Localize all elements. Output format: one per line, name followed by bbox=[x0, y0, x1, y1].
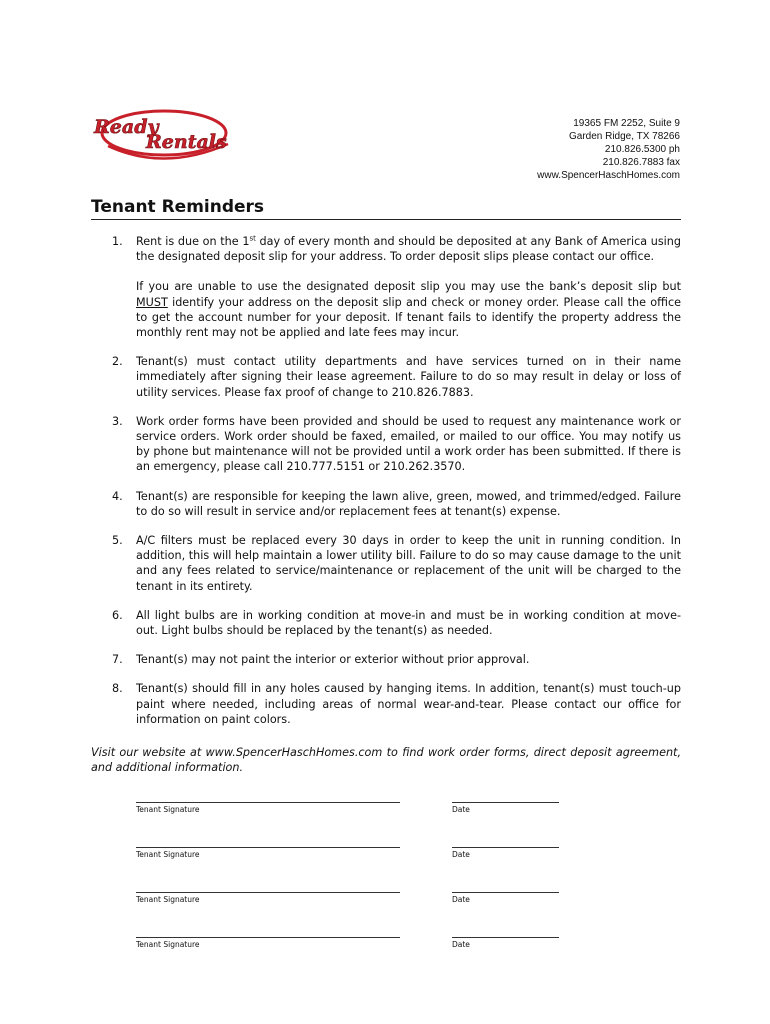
item-text: Rent is due on the 1 bbox=[136, 235, 250, 248]
item-text: Work order forms have been provided and should be used to request any maintenance work or service orders. Work order should be faxed, emailed, or mailed to our office. You may notify us by phone but maintenance will not be provided until a work order has been submitted. If there is an emergency, please call 210.777.5151 or 210.262.3570. bbox=[136, 414, 681, 474]
website-note: Visit our website at www.SpencerHaschHomes.com to find work order forms, direct deposit agreement, and additional information. bbox=[91, 746, 681, 775]
date-label: Date bbox=[452, 805, 470, 814]
item-text: Tenant(s) are responsible for keeping the lawn alive, green, mowed, and trimmed/edged. Failure to do so will result in service and/or replacement fees at tenant(s) expense. bbox=[136, 489, 681, 518]
reminder-item-6 bbox=[91, 608, 681, 638]
address-city: Garden Ridge, TX 78266 bbox=[568, 131, 680, 142]
date-line[interactable] bbox=[452, 847, 559, 848]
item-number: 1. bbox=[112, 235, 123, 248]
item-number: 5. bbox=[112, 534, 123, 548]
item-text: If you are unable to use the designated deposit slip you may use the bank’s deposit slip but bbox=[136, 280, 681, 294]
item-text: Tenant(s) may not paint the interior or exterior without prior approval. bbox=[136, 653, 530, 667]
item-paragraph bbox=[136, 279, 681, 340]
item-text: identify your address on the deposit slip and check or money order. Please call the office to get the account number for your deposit. If tenant fails to identify the property address the monthly rent may not be applied and late fees may incur. bbox=[136, 295, 681, 340]
item-number: 2. bbox=[112, 355, 123, 369]
date-line[interactable] bbox=[452, 892, 559, 893]
reminder-item-1 bbox=[91, 234, 681, 340]
signature-row-1 bbox=[136, 802, 566, 820]
signature-label: Tenant Signature bbox=[136, 940, 200, 949]
reminder-item-3 bbox=[91, 414, 681, 475]
underlined-emphasis: MUST bbox=[136, 295, 168, 309]
date-label: Date bbox=[452, 850, 470, 859]
signature-line[interactable] bbox=[136, 937, 400, 938]
signature-row-3 bbox=[136, 892, 566, 910]
signature-line[interactable] bbox=[136, 802, 400, 803]
ordinal-suffix: st bbox=[249, 234, 256, 243]
signature-line[interactable] bbox=[136, 892, 400, 893]
item-paragraph bbox=[136, 234, 681, 264]
title-divider bbox=[91, 219, 681, 220]
logo-word-ready: Ready bbox=[94, 116, 159, 138]
item-text: Tenant(s) should fill in any holes caused by hanging items. In addition, tenant(s) must touch-up paint where needed, including areas of normal wear-and-tear. Please contact our office for information on paint colors. bbox=[136, 682, 681, 726]
reminder-item-7 bbox=[91, 652, 681, 667]
item-text: Tenant(s) must contact utility departments and have services turned on in their name immediately after signing their lease agreement. Failure to do so may result in delay or loss of utility services. Please fax proof of change to 210.826.7883. bbox=[136, 355, 681, 399]
reminder-item-5 bbox=[91, 533, 681, 594]
item-number: 4. bbox=[112, 489, 123, 503]
signature-label: Tenant Signature bbox=[136, 850, 200, 859]
item-number: 6. bbox=[112, 608, 123, 622]
address-website[interactable]: www.SpencerHaschHomes.com bbox=[537, 170, 680, 181]
signature-label: Tenant Signature bbox=[136, 895, 200, 904]
company-address-block bbox=[537, 117, 680, 182]
item-number: 3. bbox=[112, 414, 123, 428]
item-text: All light bulbs are in working condition at move-in and must be in working condition at move-out. Light bulbs should be replaced by the tenant(s) as needed. bbox=[136, 608, 681, 638]
date-label: Date bbox=[452, 895, 470, 904]
signature-label: Tenant Signature bbox=[136, 805, 200, 814]
signature-line[interactable] bbox=[136, 847, 400, 848]
reminder-item-4 bbox=[91, 489, 681, 519]
date-line[interactable] bbox=[452, 802, 559, 803]
date-label: Date bbox=[452, 940, 470, 949]
logo-word-rentals: Rentals bbox=[146, 131, 227, 153]
reminder-item-2 bbox=[91, 354, 681, 400]
item-number: 8. bbox=[112, 682, 123, 696]
address-fax: 210.826.7883 fax bbox=[602, 157, 680, 168]
page-title: Tenant Reminders bbox=[91, 197, 265, 217]
address-phone: 210.826.5300 ph bbox=[604, 144, 680, 155]
reminders-list bbox=[91, 234, 681, 741]
item-text: day of every month and should be deposited at any Bank of America using the designated deposit slip for your address. To order deposit slips please contact our office. bbox=[136, 235, 681, 264]
signature-row-2 bbox=[136, 847, 566, 865]
reminder-item-8 bbox=[91, 681, 681, 727]
item-text: A/C filters must be replaced every 30 days in order to keep the unit in running condition. In addition, this will help maintain a lower utility bill. Failure to do so may cause damage to the unit and any fees related to service/maintenance or replacement of the unit will be charged to the tenant in its entirety. bbox=[136, 534, 681, 593]
item-number: 7. bbox=[112, 653, 123, 667]
ready-rentals-logo bbox=[88, 106, 240, 166]
address-street: 19365 FM 2252, Suite 9 bbox=[573, 118, 680, 129]
signature-row-4 bbox=[136, 937, 566, 955]
date-line[interactable] bbox=[452, 937, 559, 938]
